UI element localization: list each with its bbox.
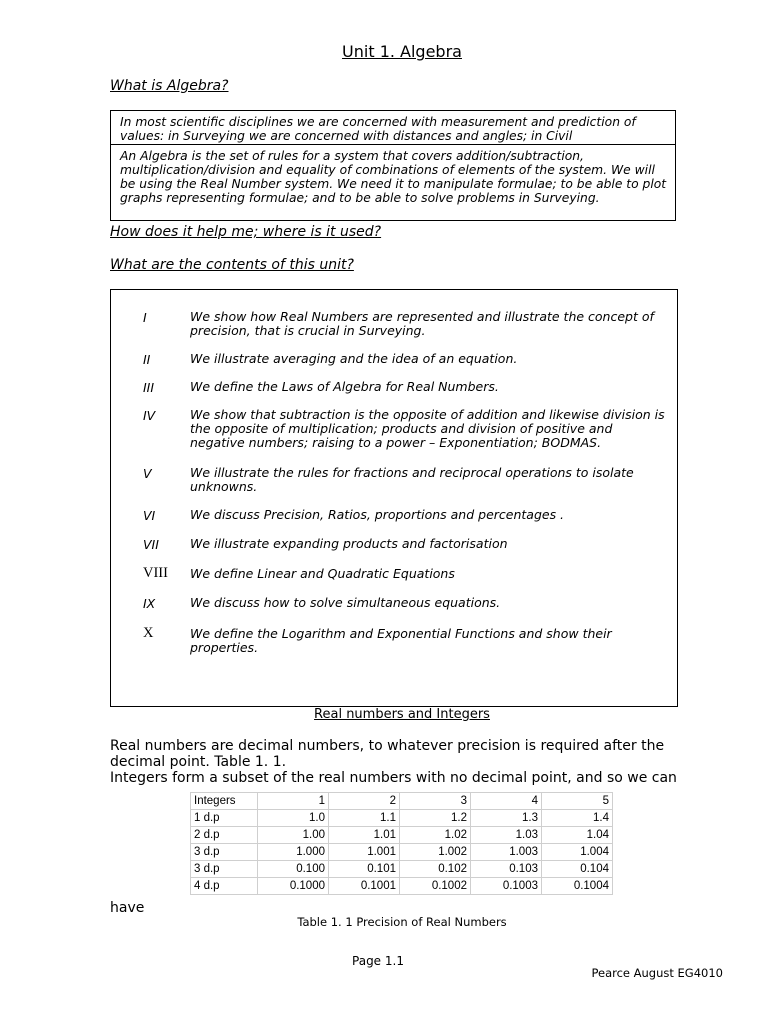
table-cell: 1.001 (329, 844, 400, 861)
definition-text: An Algebra is the set of rules for a system that covers addition/subtraction, multiplication/division and equality of combinations of elements of the system. We will be using the Real Number system. We need it to manipulate formulae; to be able to plot graphs representing formulae; and to be able to solve problems in Surveying. (120, 149, 667, 205)
contents-item-number: II (143, 352, 151, 367)
contents-box (110, 289, 678, 707)
contents-item-text: We define the Laws of Algebra for Real Numbers. (190, 379, 499, 394)
page-number: Page 1.1 (352, 954, 404, 968)
paragraph-integers: Integers form a subset of the real numbers with no decimal point, and so we can (110, 770, 677, 786)
table-header-cell: 2 (329, 793, 400, 810)
table-cell: 2 d.p (191, 827, 258, 844)
contents-item-number: IV (143, 408, 156, 423)
table-cell: 1 d.p (191, 810, 258, 827)
table-row (191, 844, 613, 861)
table-cell: 1.04 (542, 827, 613, 844)
contents-item-text: We illustrate the rules for fractions and reciprocal operations to isolate unknowns. (190, 465, 634, 494)
table-cell: 0.1004 (542, 878, 613, 895)
table-cell: 3 d.p (191, 861, 258, 878)
contents-item-text: We illustrate averaging and the idea of an equation. (190, 351, 518, 366)
contents-item-text: We discuss how to solve simultaneous equations. (190, 595, 501, 610)
table-row (191, 810, 613, 827)
table-header-cell: 3 (400, 793, 471, 810)
contents-item-number: VII (143, 537, 159, 552)
contents-item-number: I (143, 310, 147, 325)
page-title: Unit 1. Algebra (342, 42, 462, 61)
contents-item-text: We show that subtraction is the opposite of addition and likewise division is the opposite of multiplication; products and division of positive and negative numbers; raising to a power – Exponentiation; BODMAS. (190, 407, 665, 450)
table-cell: 1.0 (258, 810, 329, 827)
table-row (191, 878, 613, 895)
table-cell: 1.002 (400, 844, 471, 861)
table-cell: 1.03 (471, 827, 542, 844)
table-cell: 0.100 (258, 861, 329, 878)
contents-item-number: VIII (143, 565, 168, 581)
table-cell: 1.004 (542, 844, 613, 861)
intro-box (110, 110, 676, 221)
contents-item-text: We discuss Precision, Ratios, proportions and percentages . (190, 507, 565, 522)
table-caption: Table 1. 1 Precision of Real Numbers (297, 915, 507, 929)
table-row (191, 861, 613, 878)
heading-what-is-algebra: What is Algebra? (110, 78, 229, 94)
table-cell: 0.1001 (329, 878, 400, 895)
table-cell: 0.102 (400, 861, 471, 878)
table-header-cell: 1 (258, 793, 329, 810)
table-row (191, 827, 613, 844)
contents-item-number: III (143, 380, 155, 395)
table-cell: 1.00 (258, 827, 329, 844)
table-cell: 1.1 (329, 810, 400, 827)
contents-item-number: IX (143, 596, 156, 611)
heading-how-does-it-help: How does it help me; where is it used? (110, 224, 382, 240)
table-cell: 1.003 (471, 844, 542, 861)
contents-item-number: VI (143, 508, 156, 523)
table-cell: 1.000 (258, 844, 329, 861)
table-cell: 0.101 (329, 861, 400, 878)
table-cell: 0.104 (542, 861, 613, 878)
contents-item-number: X (143, 625, 154, 641)
table-cell: 0.1002 (400, 878, 471, 895)
contents-item-text: We define Linear and Quadratic Equations (190, 566, 455, 581)
contents-item-number: V (143, 466, 152, 481)
precision-table (190, 792, 613, 895)
contents-item-text: We define the Logarithm and Exponential Functions and show their properties. (190, 626, 612, 655)
table-cell: 0.1000 (258, 878, 329, 895)
table-cell: 1.2 (400, 810, 471, 827)
table-cell: 3 d.p (191, 844, 258, 861)
section-title: Real numbers and Integers (314, 707, 490, 722)
table-header-cell: Integers (191, 793, 258, 810)
footer-text: Pearce August EG4010 (591, 966, 723, 980)
contents-item-text: We illustrate expanding products and factorisation (190, 536, 508, 551)
table-header-cell: 5 (542, 793, 613, 810)
contents-item-text: We show how Real Numbers are represented and illustrate the concept of precision, that is crucial in Surveying. (190, 309, 654, 338)
table-cell: 0.1003 (471, 878, 542, 895)
table-cell: 4 d.p (191, 878, 258, 895)
heading-contents: What are the contents of this unit? (110, 257, 354, 273)
table-cell: 0.103 (471, 861, 542, 878)
table-cell: 1.02 (400, 827, 471, 844)
paragraph-real-numbers: Real numbers are decimal numbers, to whatever precision is required after the decimal point. Table 1. 1. (110, 738, 665, 770)
table-cell: 1.01 (329, 827, 400, 844)
table-header-row (191, 793, 613, 810)
table-cell: 1.3 (471, 810, 542, 827)
table-cell: 1.4 (542, 810, 613, 827)
intro-text: In most scientific disciplines we are concerned with measurement and prediction of values: in Surveying we are concerned with distances and angles; in Civil (111, 111, 675, 145)
paragraph-have: have (110, 900, 145, 916)
table-header-cell: 4 (471, 793, 542, 810)
